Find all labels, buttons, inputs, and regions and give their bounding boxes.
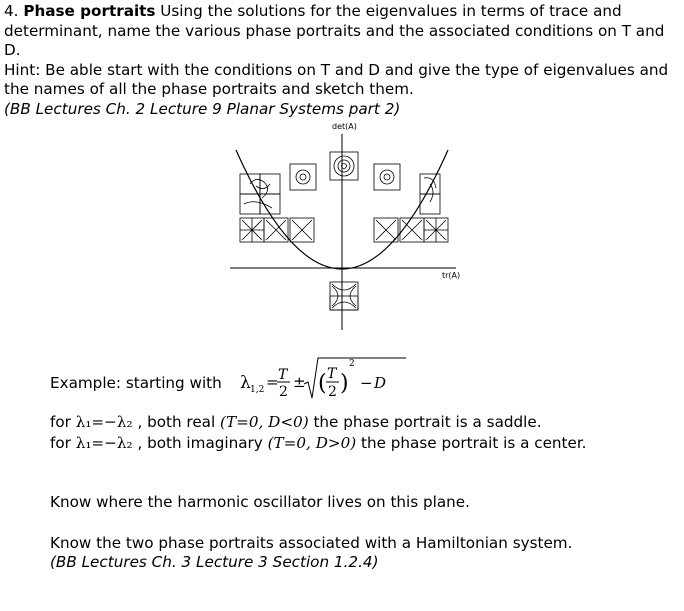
spiral-lower-left-portrait: [240, 194, 280, 214]
formula-T-inner: T: [327, 366, 337, 382]
unstable-node-portrait: [290, 218, 314, 242]
spiral-sink-portrait: [420, 174, 440, 214]
saddle-for: for: [50, 413, 71, 431]
example-line: [50, 374, 222, 392]
center-relation: λ₁=−λ₂: [75, 434, 133, 452]
stable-star-node-portrait: [400, 218, 448, 242]
question-block: [4, 2, 680, 120]
formula-exponent: 2: [349, 359, 355, 369]
question-body: Using the solutions for the eigenvalues in terms of trace and determinant, name the various phase portraits and the associated conditions on T and D.: [4, 2, 665, 60]
stable-node-portrait: [374, 218, 398, 242]
question-title: Phase portraits: [23, 2, 156, 20]
lecture-reference: (BB Lectures Ch. 2 Lecture 9 Planar Systems part 2): [4, 99, 401, 118]
formula-lambda: λ: [240, 373, 251, 393]
unstable-spiral-portrait: [290, 164, 316, 190]
svg-text:±: ±: [293, 373, 306, 391]
svg-text:−: −: [360, 374, 373, 392]
formula-2-bottom: 2: [279, 384, 288, 400]
saddle-result: the phase portrait is a saddle.: [313, 413, 542, 431]
question-number: 4.: [4, 2, 19, 20]
center-mid: , both imaginary: [137, 434, 263, 452]
det-axis-label: det(A): [332, 122, 357, 131]
svg-text:=: =: [266, 373, 279, 391]
formula-2-inner: 2: [328, 384, 337, 400]
center-condition: (T=0, D>0): [267, 434, 357, 452]
svg-text:): ): [340, 371, 349, 396]
stable-spiral-portrait: [374, 164, 400, 190]
saddle-condition: (T=0, D<0): [220, 413, 309, 431]
example-prefix: Example: starting with: [50, 374, 222, 392]
formula-T-top: T: [278, 367, 288, 383]
trace-determinant-diagram: [224, 120, 460, 332]
svg-text:(: (: [318, 371, 327, 396]
center-for: for: [50, 434, 71, 452]
saddle-relation: λ₁=−λ₂: [75, 413, 133, 431]
hint-text: Hint: Be able start with the conditions on T and D and give the type of eigenvalues and the names of all the phase portraits and sketch them.: [4, 60, 669, 99]
center-result: the phase portrait is a center.: [361, 434, 587, 452]
tr-axis-label: tr(A): [442, 271, 460, 280]
formula-subscript: 1,2: [250, 385, 265, 395]
saddle-portrait: [330, 282, 358, 310]
saddle-mid: , both real: [137, 413, 216, 431]
hamiltonian-reference: (BB Lectures Ch. 3 Lecture 3 Section 1.2.4): [50, 553, 379, 571]
center-condition-line: [50, 434, 587, 452]
formula-D: D: [374, 374, 387, 392]
eigenvalue-formula: [240, 356, 410, 402]
hamiltonian-text: Know the two phase portraits associated with a Hamiltonian system.: [50, 534, 573, 552]
saddle-condition-line: [50, 413, 542, 431]
harmonic-oscillator-text: Know where the harmonic oscillator lives on this plane.: [50, 493, 470, 511]
center-portrait: [330, 152, 358, 180]
